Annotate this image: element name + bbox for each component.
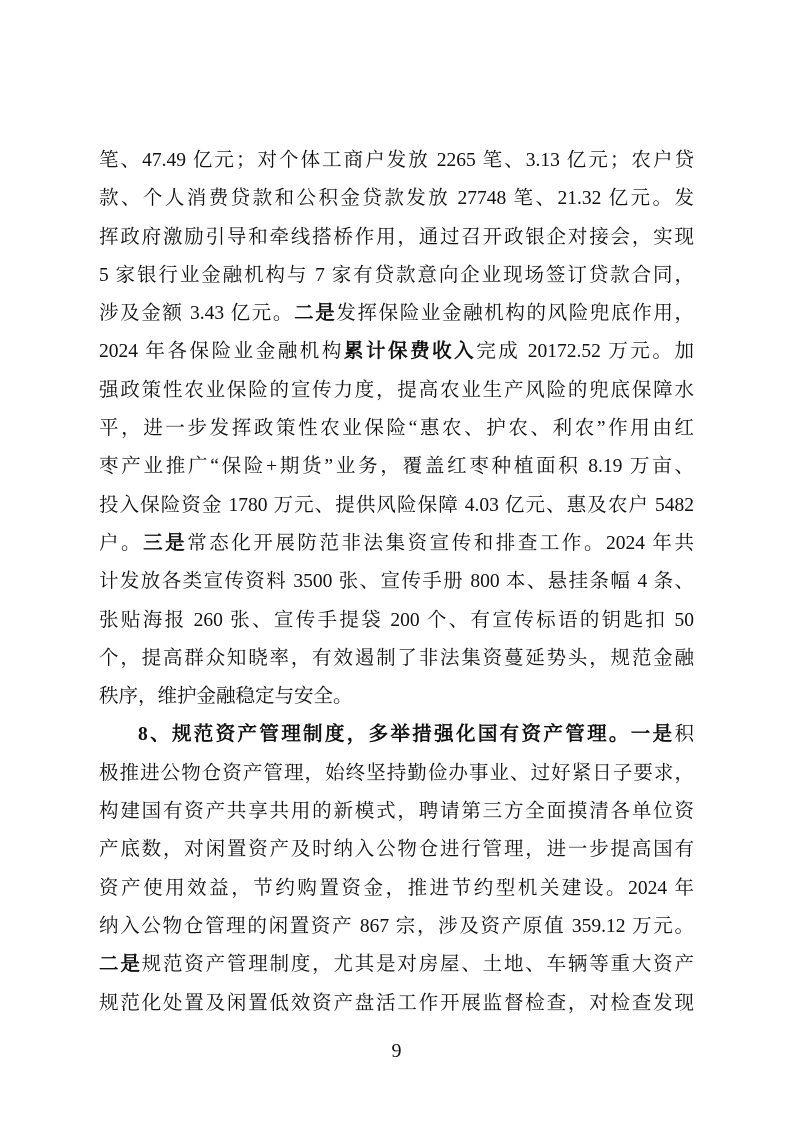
- text-line: [99, 142, 694, 180]
- text-line: [99, 640, 694, 678]
- text-segment: 张贴海报 260 张、宣传手提袋 200 个、有宣传标语的钥匙扣 50: [99, 609, 694, 631]
- document-body: [99, 142, 694, 1023]
- page-number: 9: [391, 1040, 402, 1062]
- text-line: [99, 257, 694, 295]
- text-line: [99, 487, 694, 525]
- text-segment: 枣产业推广“保险+期货”业务，覆盖红枣种植面积 8.19 万亩、: [99, 456, 694, 478]
- text-segment: 笔、47.49 亿元；对个体工商户发放 2265 笔、3.13 亿元；农户贷: [99, 150, 694, 171]
- text-segment: 产底数，对闲置资产及时纳入公物仓进行管理，进一步提高国有: [99, 839, 694, 861]
- text-segment: 构建国有资产共享共用的新模式，聘请第三方全面摸清各单位资: [99, 801, 694, 823]
- text-segment: 极推进公物仓资产管理，始终坚持勤俭办事业、过好紧日子要求，: [99, 762, 694, 784]
- text-segment: 纳入公物仓管理的闲置资产 867 宗，涉及资产原值 359.12 万元。: [99, 915, 694, 937]
- text-segment: 个，提高群众知晓率，有效遏制了非法集资蔓延势头，规范金融: [99, 647, 694, 669]
- text-line: [99, 793, 694, 831]
- text-segment: 完成 20172.52 万元。加: [476, 341, 694, 363]
- text-segment: 资产使用效益，节约购置资金，推进节约型机关建设。2024 年: [99, 877, 694, 899]
- text-line: [99, 755, 694, 793]
- text-segment: 计发放各类宣传资料 3500 张、宣传手册 800 本、悬挂条幅 4 条、: [99, 571, 694, 593]
- text-line: [99, 180, 694, 218]
- text-segment: 平，进一步发挥政策性农业保险“惠农、护农、利农”作用由红: [99, 418, 694, 440]
- text-line: [99, 333, 694, 371]
- text-line: [99, 716, 694, 754]
- text-line: [99, 525, 694, 563]
- text-segment-bold: 二是: [99, 954, 142, 976]
- text-segment: 秩序，维护金融稳定与安全。: [99, 686, 353, 708]
- text-line: [99, 295, 694, 333]
- text-segment: 强政策性农业保险的宣传力度，提高农业生产风险的兜底保障水: [99, 379, 694, 401]
- text-line: [99, 831, 694, 869]
- text-line: [99, 563, 694, 601]
- text-segment: 积: [674, 724, 694, 746]
- text-segment: 规范化处置及闲置低效资产盘活工作开展监督检查，对检查发现: [99, 992, 694, 1014]
- text-segment: 发挥保险业金融机构的风险兜底作用，: [336, 303, 694, 325]
- text-line: [99, 372, 694, 410]
- text-line: [99, 985, 694, 1023]
- text-segment: 户。: [99, 532, 144, 554]
- text-segment-bold: 累计保费收入: [343, 341, 477, 363]
- text-line: [99, 870, 694, 908]
- text-line: [99, 908, 694, 946]
- text-line: [99, 946, 694, 984]
- text-segment: 涉及金额 3.43 亿元。: [99, 303, 295, 325]
- text-line: [99, 219, 694, 257]
- text-segment: 2024 年各保险业金融机构: [99, 341, 344, 363]
- text-line: [99, 602, 694, 640]
- text-segment: 常态化开展防范非法集资宣传和排查工作。2024 年共: [187, 532, 694, 554]
- text-segment-bold: 8、规范资产管理制度，多举措强化国有资产管理。一是: [138, 724, 675, 746]
- text-segment: 挥政府激励引导和牵线搭桥作用，通过召开政银企对接会，实现: [99, 226, 694, 248]
- text-segment-bold: 二是: [294, 303, 337, 325]
- text-segment: 5 家银行业金融机构与 7 家有贷款意向企业现场签订贷款合同，: [99, 264, 694, 286]
- text-line: [99, 448, 694, 486]
- text-segment: 规范资产管理制度，尤其是对房屋、土地、车辆等重大资产: [141, 954, 694, 976]
- text-line: [99, 410, 694, 448]
- text-segment: 投入保险资金 1780 万元、提供风险保障 4.03 亿元、惠及农户 5482: [99, 494, 694, 516]
- text-segment: 款、个人消费贷款和公积金贷款发放 27748 笔、21.32 亿元。发: [99, 188, 694, 210]
- text-line: [99, 678, 694, 716]
- text-segment-bold: 三是: [143, 532, 188, 554]
